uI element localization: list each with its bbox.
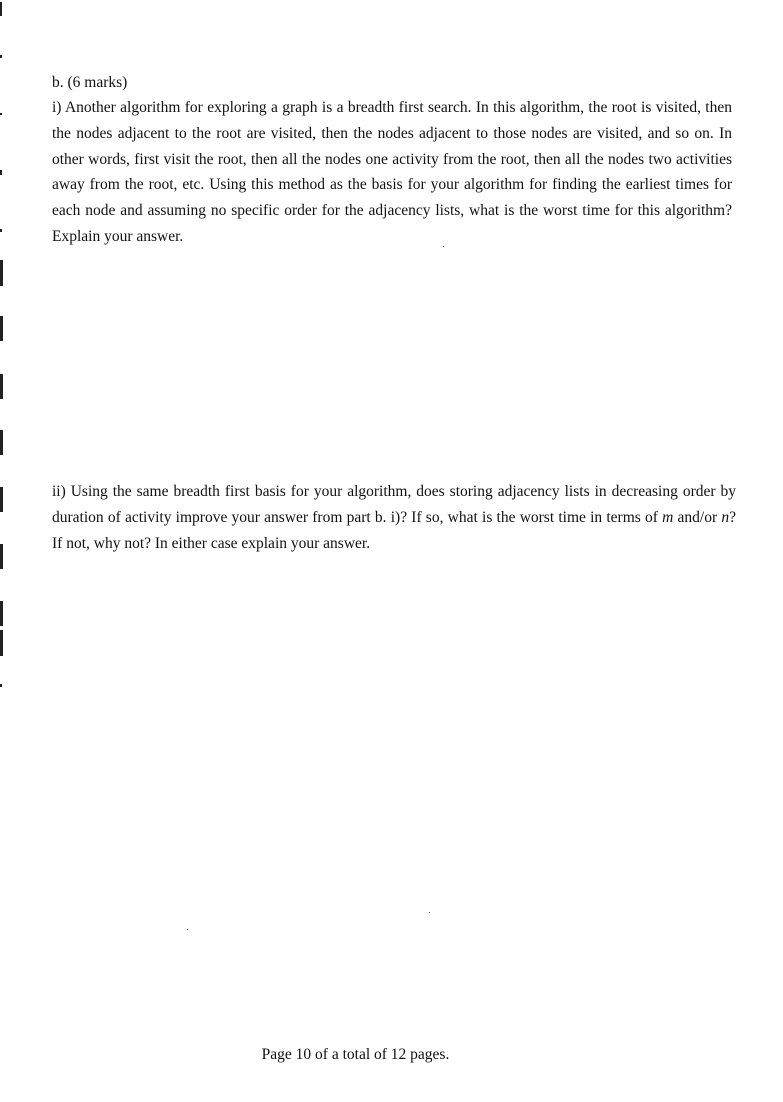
variable-m: m xyxy=(662,508,674,526)
part-ii-intro: ii) Using the same breadth first basis for your algorithm, does storing adjacency lists in decreasing order by duration of activity improve your answer from part b. i)? If so, what is the worst time in terms of xyxy=(52,483,736,526)
question-part-ii xyxy=(52,479,736,556)
scan-speck xyxy=(429,912,430,913)
question-part-i: i) Another algorithm for exploring a graph is a breadth first search. In this algorithm, the root is visited, then the nodes adjacent to the root are visited, then the nodes adjacent to those nodes are visited, and so on. In other words, first visit the root, then all the nodes one activity from the root, then all the nodes two activities away from the root, etc. Using this method as the basis for your algorithm for finding the earliest times for each node and assuming no specific order for the adjacency lists, what is the worst time for this algorithm? Explain your answer. xyxy=(52,99,732,245)
scan-margin-marks xyxy=(0,0,6,1102)
question-heading: b. (6 marks) xyxy=(52,74,128,91)
page-footer: Page 10 of a total of 12 pages. xyxy=(261,1046,450,1063)
variable-n: n xyxy=(721,508,730,526)
scan-speck xyxy=(187,929,188,930)
part-ii-and-or: and/or xyxy=(673,508,722,526)
scan-speck xyxy=(443,246,444,247)
part-ii-outro: ? If not, why not? In either case explain your answer. xyxy=(52,508,736,552)
